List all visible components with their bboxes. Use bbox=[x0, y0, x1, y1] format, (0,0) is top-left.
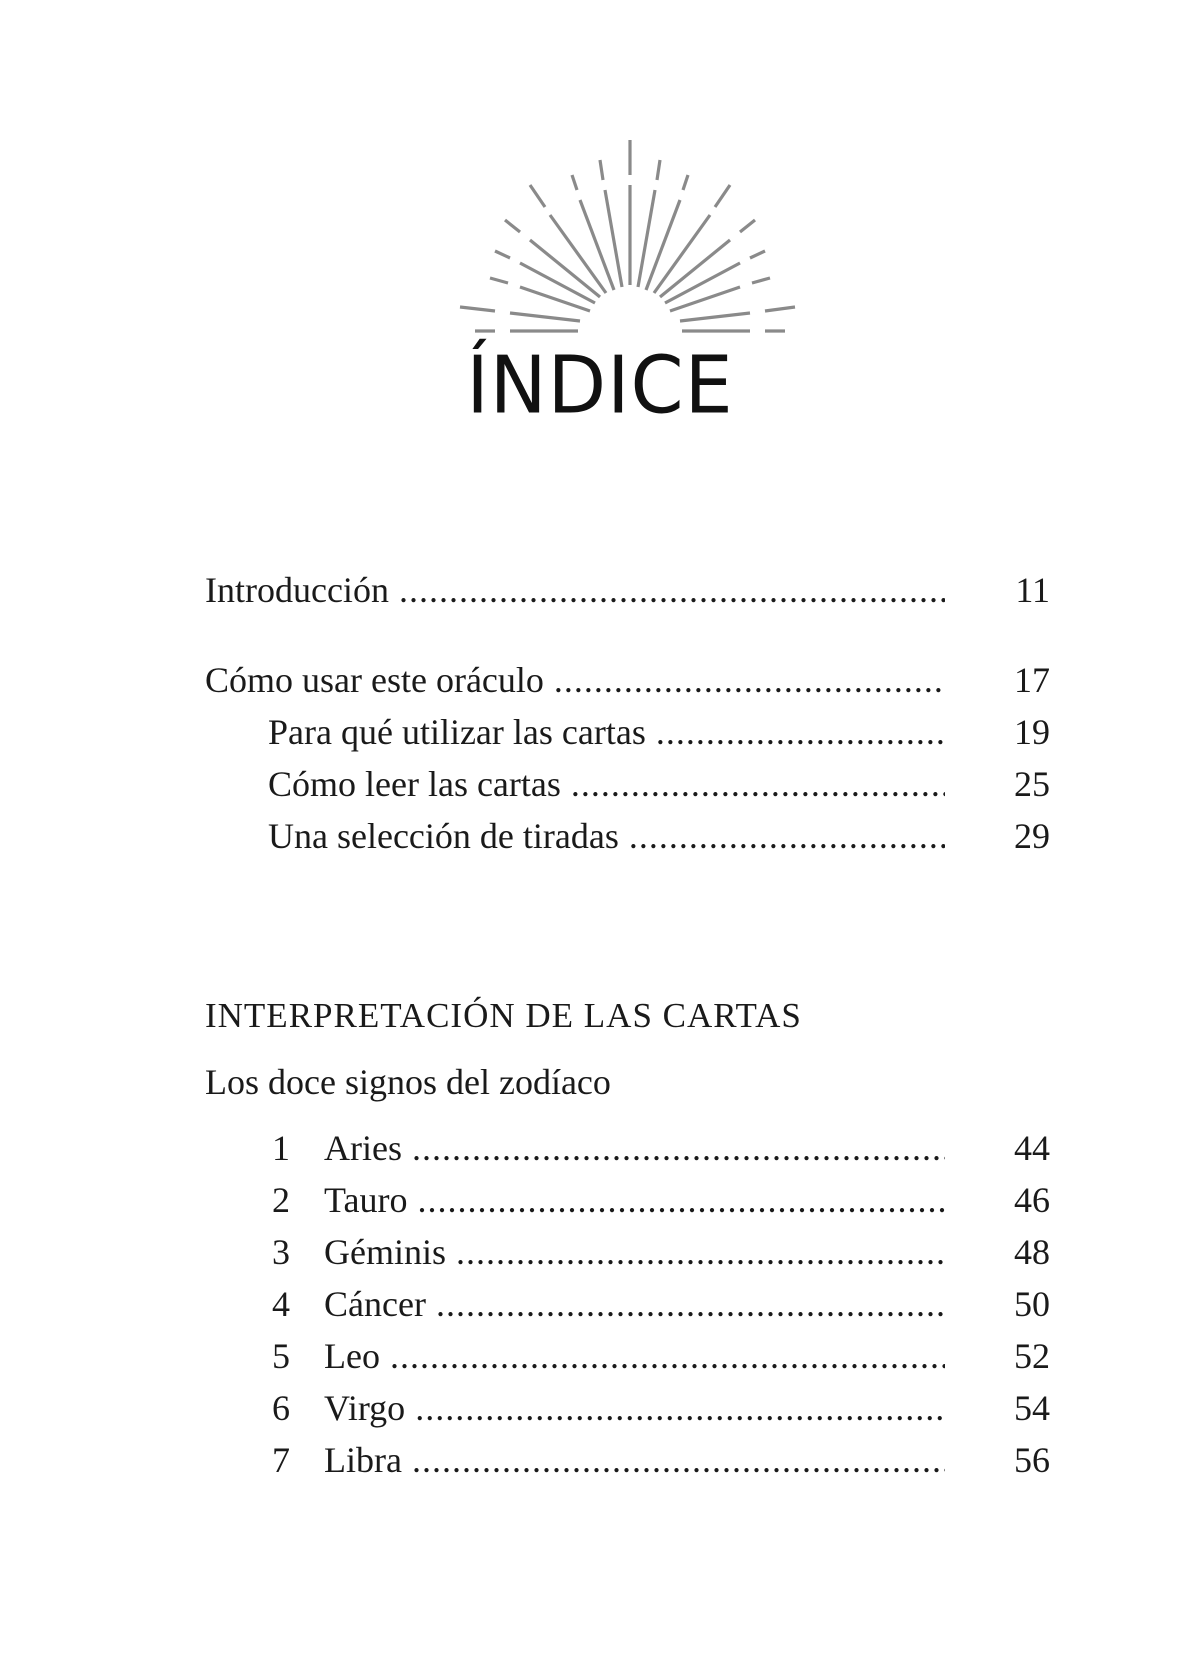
toc-subentry-para-que[interactable] bbox=[268, 708, 945, 756]
toc-subentry-como-leer[interactable] bbox=[268, 760, 945, 808]
toc-entry-como-usar[interactable] bbox=[205, 656, 945, 704]
toc-entry-label: Para qué utilizar las cartas bbox=[268, 712, 646, 752]
toc-entry-label: Cómo leer las cartas bbox=[268, 764, 561, 804]
sign-number: 7 bbox=[272, 1440, 290, 1480]
toc-page-number: 46 bbox=[1014, 1180, 1050, 1220]
sign-number: 4 bbox=[272, 1284, 290, 1324]
toc-entry-introduccion[interactable] bbox=[205, 566, 945, 614]
toc-sign-entry[interactable] bbox=[272, 1280, 945, 1328]
toc-page-number: 17 bbox=[1014, 660, 1050, 700]
page-title: ÍNDICE bbox=[466, 337, 734, 432]
toc-page-number: 52 bbox=[1014, 1336, 1050, 1376]
toc-page-number: 29 bbox=[1014, 816, 1050, 856]
toc-entry-label: Cómo usar este oráculo bbox=[205, 660, 544, 700]
section-subheading: Los doce signos del zodíaco bbox=[205, 1062, 611, 1102]
sign-number: 2 bbox=[272, 1180, 290, 1220]
toc-page-number: 19 bbox=[1014, 712, 1050, 752]
sign-number: 1 bbox=[272, 1128, 290, 1168]
dot-leader bbox=[554, 656, 945, 704]
toc-sign-entry[interactable] bbox=[272, 1332, 945, 1380]
dot-leader bbox=[571, 760, 945, 808]
toc-subentry-tiradas[interactable] bbox=[268, 812, 945, 860]
toc-page-number: 50 bbox=[1014, 1284, 1050, 1324]
toc-page-number: 25 bbox=[1014, 764, 1050, 804]
sign-number: 6 bbox=[272, 1388, 290, 1428]
dot-leader bbox=[456, 1228, 945, 1276]
dot-leader bbox=[417, 1176, 945, 1224]
toc-sign-entry[interactable] bbox=[272, 1228, 945, 1276]
dot-leader bbox=[399, 566, 945, 614]
dot-leader bbox=[629, 812, 945, 860]
sign-number: 3 bbox=[272, 1232, 290, 1272]
toc-sign-entry[interactable] bbox=[272, 1124, 945, 1172]
toc-sign-entry[interactable] bbox=[272, 1176, 945, 1224]
dot-leader bbox=[412, 1124, 945, 1172]
dot-leader bbox=[390, 1332, 945, 1380]
toc-page-number: 11 bbox=[1015, 570, 1050, 610]
toc-sign-entry[interactable] bbox=[272, 1384, 945, 1432]
toc-entry-label: Introducción bbox=[205, 570, 389, 610]
toc-entry-label: Leo bbox=[324, 1336, 380, 1376]
dot-leader bbox=[656, 708, 945, 756]
toc-page-number: 44 bbox=[1014, 1128, 1050, 1168]
section-heading: INTERPRETACIÓN DE LAS CARTAS bbox=[205, 996, 802, 1035]
toc-page-number: 54 bbox=[1014, 1388, 1050, 1428]
toc-page-number: 48 bbox=[1014, 1232, 1050, 1272]
toc-entry-label: Virgo bbox=[324, 1388, 406, 1428]
toc-entry-label: Tauro bbox=[324, 1180, 408, 1220]
dot-leader bbox=[436, 1280, 945, 1328]
toc-entry-label: Libra bbox=[324, 1440, 402, 1480]
toc-entry-label: Cáncer bbox=[324, 1284, 426, 1324]
toc-entry-label: Géminis bbox=[324, 1232, 446, 1272]
toc-page-number: 56 bbox=[1014, 1440, 1050, 1480]
toc-sign-entry[interactable] bbox=[272, 1436, 945, 1484]
sunburst-icon bbox=[450, 135, 810, 335]
sign-number: 5 bbox=[272, 1336, 290, 1376]
dot-leader bbox=[415, 1384, 945, 1432]
toc-entry-label: Una selección de tiradas bbox=[268, 816, 619, 856]
dot-leader bbox=[412, 1436, 945, 1484]
toc-entry-label: Aries bbox=[324, 1128, 402, 1168]
